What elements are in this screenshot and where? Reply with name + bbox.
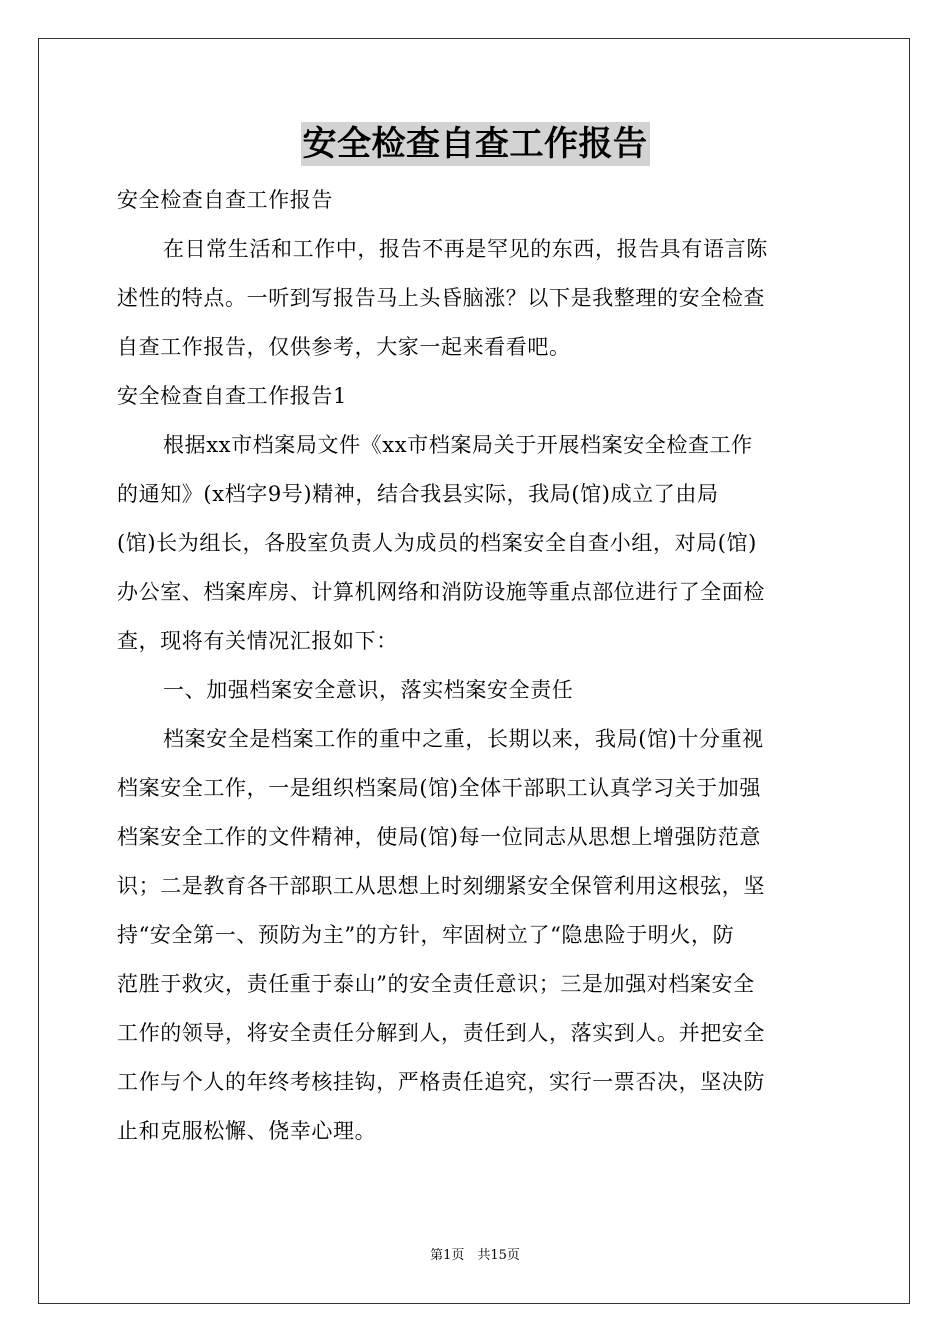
text-line: 工作与个人的年终考核挂钩，严格责任追究，实行一票否决，坚决防 xyxy=(117,1070,765,1094)
text-line: 查，现将有关情况汇报如下： xyxy=(117,629,398,653)
title-container xyxy=(0,122,950,166)
text-line: 档案安全工作，一是组织档案局(馆)全体干部职工认真学习关于加强 xyxy=(117,776,761,800)
document-title: 安全检查自查工作报告 xyxy=(302,124,648,164)
text-line: 一、加强档案安全意识，落实档案安全责任 xyxy=(163,678,574,702)
text-line: 安全检查自查工作报告 xyxy=(117,188,333,212)
page-footer: 第1页 共15页 xyxy=(430,1248,520,1263)
text-line: 根据xx市档案局文件《xx市档案局关于开展档案安全检查工作 xyxy=(163,433,753,457)
text-line: 办公室、档案库房、计算机网络和消防设施等重点部位进行了全面检 xyxy=(117,580,765,604)
text-line: 持“安全第一、预防为主”的方针，牢固树立了“隐患险于明火，防 xyxy=(117,923,735,947)
text-line: 识；二是教育各干部职工从思想上时刻绷紧安全保管利用这根弦，坚 xyxy=(117,874,765,898)
text-line: 工作的领导，将安全责任分解到人，责任到人，落实到人。并把安全 xyxy=(117,1021,765,1045)
text-line: 安全检查自查工作报告1 xyxy=(117,384,347,408)
text-line: 在日常生活和工作中，报告不再是罕见的东西，报告具有语言陈 xyxy=(163,237,768,261)
text-line: 的通知》(x档字9号)精神，结合我县实际，我局(馆)成立了由局 xyxy=(117,482,719,506)
document-body xyxy=(117,176,833,1156)
text-line: 档案安全是档案工作的重中之重，长期以来，我局(馆)十分重视 xyxy=(163,727,764,751)
text-line: 范胜于救灾，责任重于泰山”的安全责任意识；三是加强对档案安全 xyxy=(117,972,755,996)
text-line: 述性的特点。一听到写报告马上头昏脑涨？以下是我整理的安全检查 xyxy=(117,286,765,310)
text-line: (馆)长为组长，各股室负责人为成员的档案安全自查小组，对局(馆) xyxy=(117,531,757,555)
text-line: 自查工作报告，仅供参考，大家一起来看看吧。 xyxy=(117,335,571,359)
text-line: 档案安全工作的文件精神，使局(馆)每一位同志从思想上增强防范意 xyxy=(117,825,761,849)
text-line: 止和克服松懈、侥幸心理。 xyxy=(117,1119,377,1143)
